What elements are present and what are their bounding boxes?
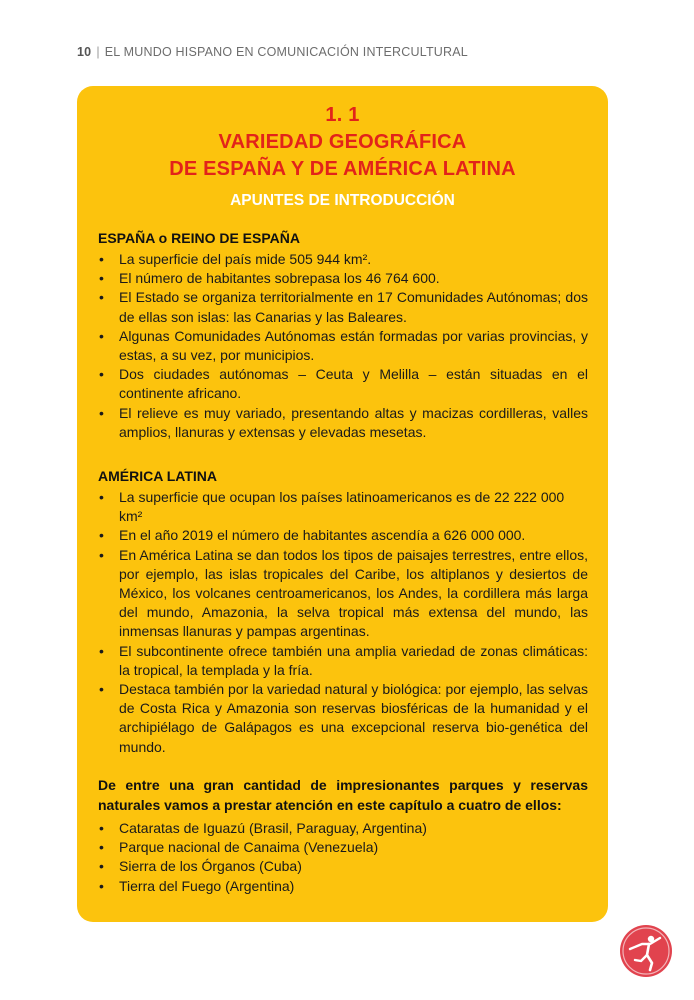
running-header	[77, 45, 468, 59]
chapter-title-line1: VARIEDAD GEOGRÁFICA	[218, 131, 467, 153]
parks-intro: De entre una gran cantidad de impresionantes parques y reservas naturales vamos a prestar atención en este capítulo a cuatro de ellos:	[98, 777, 588, 813]
spain-list	[98, 250, 588, 442]
list-item: • La superficie del país mide 505 944 km².	[98, 250, 588, 269]
list-item: • El Estado se organiza territorialmente en 17 Comunidades Autónomas; dos de ellas son islas: las Canarias y las Baleares.	[98, 288, 588, 326]
list-item: • Parque nacional de Canaima (Venezuela)	[98, 838, 588, 857]
content-card	[77, 86, 608, 922]
list-item: • Algunas Comunidades Autónomas están formadas por varias provincias, y estas, a su vez, por municipios.	[98, 327, 588, 365]
latam-list	[98, 488, 588, 757]
list-item: • El subcontinente ofrece también una amplia variedad de zonas climáticas: la tropical, la templada y la fría.	[98, 642, 588, 680]
header-separator: |	[96, 45, 100, 59]
book-title: EL MUNDO HISPANO EN COMUNICACIÓN INTERCULTURAL	[104, 45, 468, 59]
spain-heading: ESPAÑA o REINO DE ESPAÑA	[98, 230, 300, 246]
list-item: • La superficie que ocupan los países latinoamericanos es de 22 222 000 km²	[98, 488, 588, 526]
list-item: • En el año 2019 el número de habitantes ascendía a 626 000 000.	[98, 526, 588, 545]
parks-list	[98, 819, 588, 896]
list-item: • Cataratas de Iguazú (Brasil, Paraguay, Argentina)	[98, 819, 588, 838]
chapter-number: 1. 1	[325, 104, 360, 126]
latam-heading: AMÉRICA LATINA	[98, 468, 217, 484]
list-item: • En América Latina se dan todos los tipos de paisajes terrestres, entre ellos, por ejemplo, las islas tropicales del Caribe, los altiplanos y desiertos de México, los volcanes centroamericanos, los Andes, la cordillera más larga del mundo, Amazonia, la selva tropical más extensa del mundo, las inmensas llanuras y pampas argentinas.	[98, 546, 588, 642]
list-item: • Dos ciudades autónomas – Ceuta y Melilla – están situadas en el continente africano.	[98, 365, 588, 403]
list-item: • Tierra del Fuego (Argentina)	[98, 877, 588, 896]
list-item: • El relieve es muy variado, presentando altas y macizas cordilleras, valles amplios, llanuras y extensas y elevadas mesetas.	[98, 404, 588, 442]
runner-figure-icon	[620, 925, 672, 977]
list-item: • Destaca también por la variedad natural y biológica: por ejemplo, las selvas de Costa Rica y Amazonia son reservas biosféricas de la humanidad y el archipiélago de Galápagos es una excepcional reserva bio-genética del mundo.	[98, 680, 588, 757]
list-item: • El número de habitantes sobrepasa los 46 764 600.	[98, 269, 588, 288]
chapter-subtitle: APUNTES DE INTRODUCCIÓN	[230, 192, 455, 209]
list-item: • Sierra de los Órganos (Cuba)	[98, 857, 588, 876]
page-number: 10	[77, 45, 92, 59]
chapter-title-line2: DE ESPAÑA Y DE AMÉRICA LATINA	[169, 158, 516, 180]
